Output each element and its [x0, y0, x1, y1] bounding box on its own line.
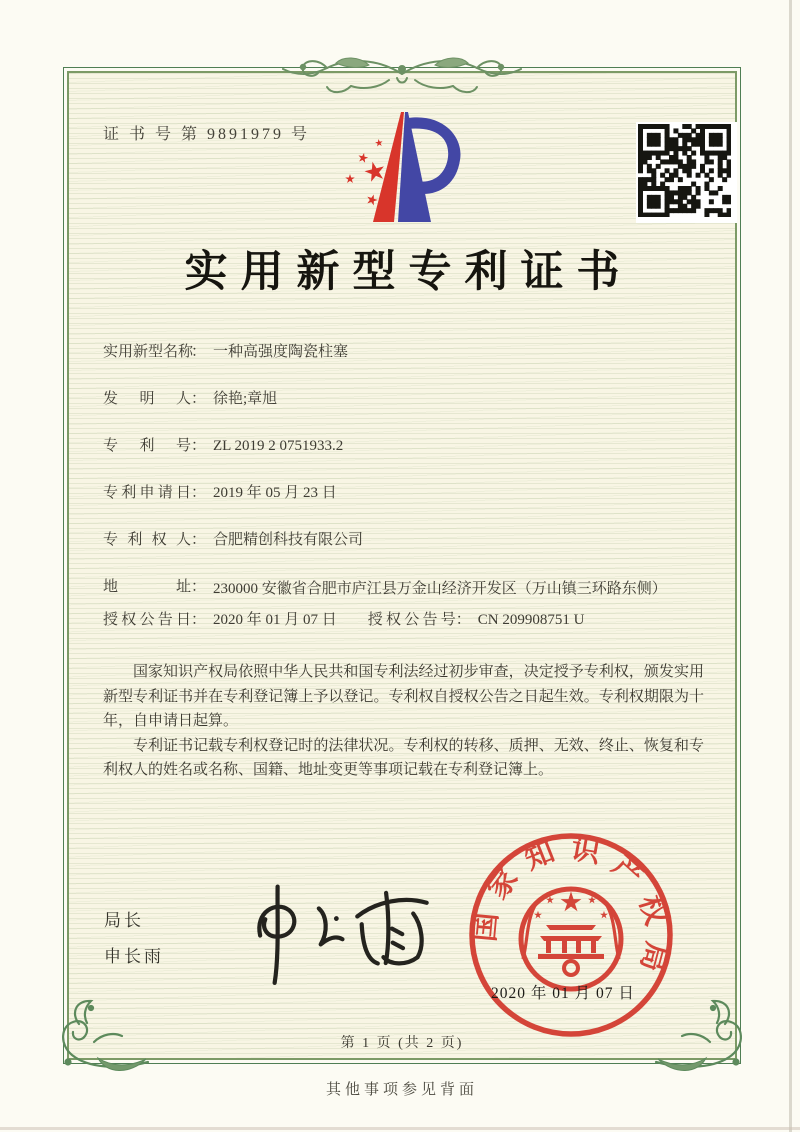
field-row-patent-no: [103, 435, 713, 457]
grant-no-value: CN 209908751 U: [477, 612, 585, 628]
page-number: 第 1 页 (共 2 页): [340, 1036, 464, 1051]
field-list: [103, 341, 713, 656]
officer-name: 申长雨: [104, 947, 164, 966]
field-colon: ：: [191, 344, 207, 360]
field-label: 专利权人: [103, 532, 191, 548]
field-colon: ：: [191, 612, 207, 628]
paper-edge-bottom: [0, 1127, 800, 1130]
paper-edge-right: [789, 0, 792, 1132]
field-label: 授权公告号: [367, 612, 456, 628]
cnipa-logo-icon: [338, 110, 466, 224]
field-row-grant: [103, 609, 713, 631]
field-colon: ：: [191, 579, 207, 595]
handwritten-signature-icon: [216, 874, 440, 988]
field-value: 徐艳;章旭: [213, 391, 278, 407]
field-label: 实用新型名称: [103, 344, 194, 360]
field-label: 专利号: [103, 438, 191, 454]
qr-code: [636, 122, 737, 223]
field-row-inventor: [103, 388, 713, 410]
field-colon: ：: [191, 438, 207, 454]
field-value: 2019 年 05 月 23 日: [213, 485, 337, 501]
field-colon: ：: [455, 612, 471, 628]
legal-paragraph-2: 专利证书记载专利权登记时的法律状况。专利权的转移、质押、无效、终止、恢复和专利权人的姓名或名称、国籍、地址变更等事项记载在专利登记簿上。: [103, 737, 704, 778]
field-value: 230000 安徽省合肥市庐江县万金山经济开发区（万山镇三环路东侧）: [213, 581, 667, 597]
field-value: 合肥精创科技有限公司: [213, 532, 364, 548]
field-label: 发明人: [103, 391, 191, 407]
field-value: 一种高强度陶瓷柱塞: [213, 344, 349, 360]
top-garland-ornament-icon: [277, 54, 527, 102]
seal-date: 2020 年 01 月 07 日: [491, 985, 635, 1002]
field-row-patentee: [103, 529, 713, 551]
cnipa-red-seal-icon: [464, 828, 678, 1042]
officer-role-label: 局长: [104, 911, 144, 930]
field-label: 地址: [103, 579, 191, 595]
certificate-title: 实用新型专利证书: [184, 249, 633, 296]
grant-date-value: 2020 年 01 月 07 日: [213, 612, 337, 628]
field-colon: ：: [191, 532, 207, 548]
field-label: 专利申请日: [103, 485, 191, 501]
field-label: 授权公告日: [103, 612, 191, 628]
field-row-address: [103, 576, 713, 602]
field-colon: ：: [191, 485, 207, 501]
field-value: ZL 2019 2 0751933.2: [213, 438, 344, 454]
national-emblem-icon: [521, 889, 621, 989]
legal-text: [103, 660, 704, 783]
seal-ring-text: 国家知识产权局: [469, 832, 673, 975]
field-colon: ：: [191, 391, 207, 407]
qr-code-icon: [638, 124, 731, 217]
legal-paragraph-1: 国家知识产权局依照中华人民共和国专利法经过初步审查，决定授予专利权，颁发实用新型专利证书并在专利登记簿上予以登记。专利权自授权公告之日起生效。专利权期限为十年，自申请日起算。: [103, 664, 704, 729]
field-row-filing-date: [103, 482, 713, 504]
certificate-number: 证 书 号 第 9891979 号: [103, 126, 311, 143]
field-row-name: [103, 341, 713, 363]
back-side-note: 其他事项参见背面: [325, 1082, 478, 1098]
